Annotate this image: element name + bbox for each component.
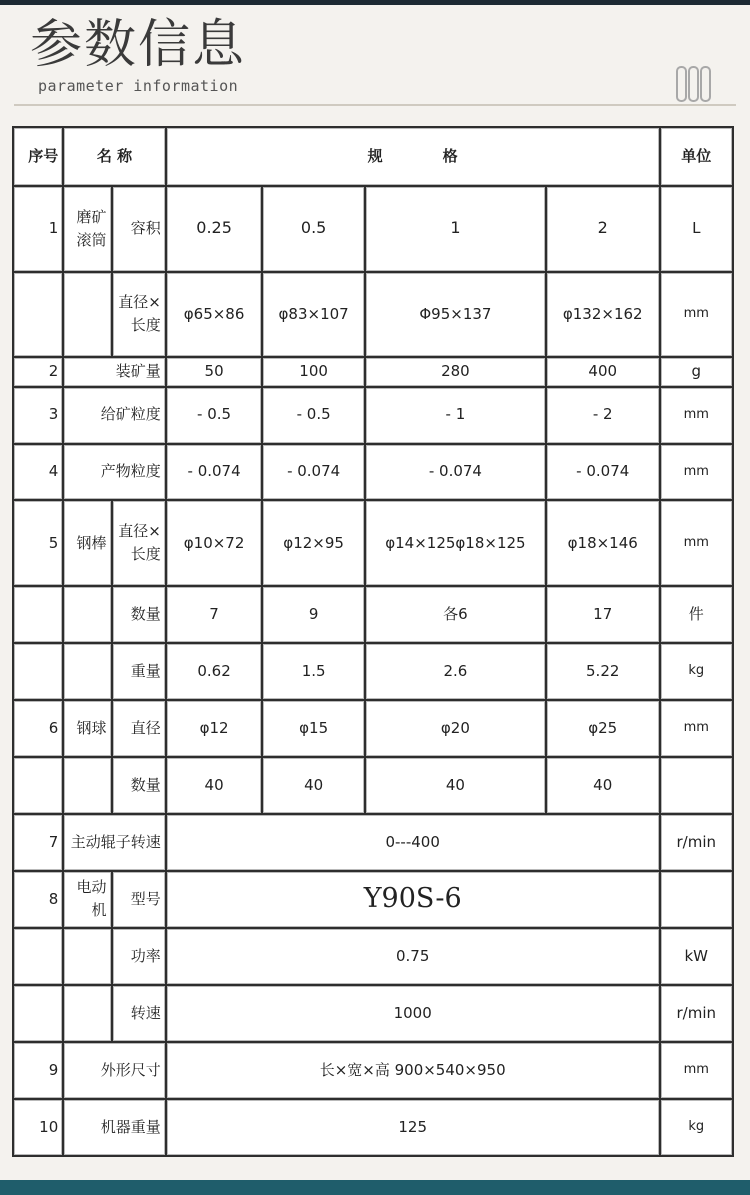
table-row xyxy=(14,701,732,756)
top-bar xyxy=(0,0,750,5)
table-row xyxy=(14,358,732,385)
row-unit: kg xyxy=(661,1100,732,1155)
table-row xyxy=(14,187,732,271)
row-value: Y90S-6 xyxy=(167,872,659,927)
table-row xyxy=(14,501,732,585)
row-unit: mm xyxy=(661,1043,732,1098)
row-group: 电动机 xyxy=(64,872,110,927)
header-unit: 单位 xyxy=(661,128,732,185)
row-value: - 0.074 xyxy=(366,445,545,500)
row-no: 7 xyxy=(14,815,62,870)
header-no: 序号 xyxy=(14,128,62,185)
row-value: - 0.074 xyxy=(263,445,364,500)
row-item: 直径×长度 xyxy=(113,501,165,585)
row-value: φ12 xyxy=(167,701,262,756)
row-name: 机器重量 xyxy=(64,1100,165,1155)
row-item: 转速 xyxy=(113,986,165,1041)
row-value: 400 xyxy=(547,358,659,385)
row-group: 钢球 xyxy=(64,701,110,756)
row-value: φ15 xyxy=(263,701,364,756)
row-value: - 0.5 xyxy=(263,388,364,443)
row-unit: g xyxy=(661,358,732,385)
row-no: 5 xyxy=(14,501,62,585)
row-value: - 0.5 xyxy=(167,388,262,443)
row-value: 125 xyxy=(167,1100,659,1155)
row-group xyxy=(64,986,110,1041)
row-no: 2 xyxy=(14,358,62,385)
row-item: 数量 xyxy=(113,587,165,642)
row-no xyxy=(14,273,62,357)
row-unit: mm xyxy=(661,501,732,585)
parameter-table xyxy=(12,126,734,1157)
row-value: 17 xyxy=(547,587,659,642)
row-value: - 2 xyxy=(547,388,659,443)
row-unit: mm xyxy=(661,445,732,500)
row-value: φ20 xyxy=(366,701,545,756)
table-row xyxy=(14,445,732,500)
row-name: 产物粒度 xyxy=(64,445,165,500)
row-value: 1 xyxy=(366,187,545,271)
row-name: 外形尺寸 xyxy=(64,1043,165,1098)
row-unit: 件 xyxy=(661,587,732,642)
row-value: 40 xyxy=(263,758,364,813)
row-value: 0.62 xyxy=(167,644,262,699)
row-group xyxy=(64,929,110,984)
row-no: 4 xyxy=(14,445,62,500)
row-value: - 0.074 xyxy=(167,445,262,500)
table-row xyxy=(14,872,732,927)
row-name: 装矿量 xyxy=(64,358,165,385)
row-unit: r/min xyxy=(661,815,732,870)
vertical-bars-icon xyxy=(676,66,716,102)
row-item: 数量 xyxy=(113,758,165,813)
row-value: 5.22 xyxy=(547,644,659,699)
row-value: 1000 xyxy=(167,986,659,1041)
row-group: 钢棒 xyxy=(64,501,110,585)
row-unit: mm xyxy=(661,388,732,443)
table-row xyxy=(14,273,732,357)
table-row xyxy=(14,986,732,1041)
row-unit xyxy=(661,758,732,813)
row-item: 重量 xyxy=(113,644,165,699)
row-value: 100 xyxy=(263,358,364,385)
row-value: 50 xyxy=(167,358,262,385)
row-value: 长×宽×高 900×540×950 xyxy=(167,1043,659,1098)
row-name: 主动辊子转速 xyxy=(64,815,165,870)
row-unit xyxy=(661,872,732,927)
row-value: 各6 xyxy=(366,587,545,642)
row-unit: L xyxy=(661,187,732,271)
row-value: 0.5 xyxy=(263,187,364,271)
row-value: Φ95×137 xyxy=(366,273,545,357)
table-row xyxy=(14,758,732,813)
row-no: 3 xyxy=(14,388,62,443)
row-value: 1.5 xyxy=(263,644,364,699)
row-name: 给矿粒度 xyxy=(64,388,165,443)
row-value: 40 xyxy=(547,758,659,813)
row-no: 8 xyxy=(14,872,62,927)
header-name: 名 称 xyxy=(64,128,165,185)
row-value: - 1 xyxy=(366,388,545,443)
row-value: φ12×95 xyxy=(263,501,364,585)
row-unit: kg xyxy=(661,644,732,699)
row-value: 40 xyxy=(167,758,262,813)
row-value: φ132×162 xyxy=(547,273,659,357)
row-value: 280 xyxy=(366,358,545,385)
row-group xyxy=(64,273,110,357)
row-value: 7 xyxy=(167,587,262,642)
row-group xyxy=(64,587,110,642)
row-item: 直径×长度 xyxy=(113,273,165,357)
row-no: 6 xyxy=(14,701,62,756)
table-row xyxy=(14,929,732,984)
row-group xyxy=(64,758,110,813)
row-item: 直径 xyxy=(113,701,165,756)
table-row xyxy=(14,644,732,699)
row-unit: kW xyxy=(661,929,732,984)
row-value: φ83×107 xyxy=(263,273,364,357)
row-value: 40 xyxy=(366,758,545,813)
row-value: φ25 xyxy=(547,701,659,756)
page-title: 参数信息 xyxy=(30,15,247,75)
header-spec: 规 格 xyxy=(167,128,659,185)
row-item: 型号 xyxy=(113,872,165,927)
table-header-row xyxy=(14,128,732,185)
row-unit: r/min xyxy=(661,986,732,1041)
row-item: 容积 xyxy=(113,187,165,271)
row-value: 0---400 xyxy=(167,815,659,870)
table-row xyxy=(14,388,732,443)
row-value: 0.75 xyxy=(167,929,659,984)
row-no: 10 xyxy=(14,1100,62,1155)
row-item: 功率 xyxy=(113,929,165,984)
row-value: 0.25 xyxy=(167,187,262,271)
row-unit: mm xyxy=(661,701,732,756)
table-row xyxy=(14,587,732,642)
page-subtitle: parameter information xyxy=(38,77,239,95)
row-value: 2 xyxy=(547,187,659,271)
row-no xyxy=(14,587,62,642)
row-unit: mm xyxy=(661,273,732,357)
row-value: - 0.074 xyxy=(547,445,659,500)
row-value: φ18×146 xyxy=(547,501,659,585)
row-group xyxy=(64,644,110,699)
row-value: φ14×125φ18×125 xyxy=(366,501,545,585)
row-no xyxy=(14,644,62,699)
table-row xyxy=(14,1043,732,1098)
row-no xyxy=(14,986,62,1041)
row-no xyxy=(14,758,62,813)
row-value: 9 xyxy=(263,587,364,642)
table-row xyxy=(14,1100,732,1155)
row-no: 1 xyxy=(14,187,62,271)
row-group: 磨矿滚筒 xyxy=(64,187,110,271)
table-row xyxy=(14,815,732,870)
bottom-bar xyxy=(0,1180,750,1195)
header-divider xyxy=(14,104,736,106)
row-value: 2.6 xyxy=(366,644,545,699)
row-no xyxy=(14,929,62,984)
row-value: φ65×86 xyxy=(167,273,262,357)
row-value: φ10×72 xyxy=(167,501,262,585)
row-no: 9 xyxy=(14,1043,62,1098)
